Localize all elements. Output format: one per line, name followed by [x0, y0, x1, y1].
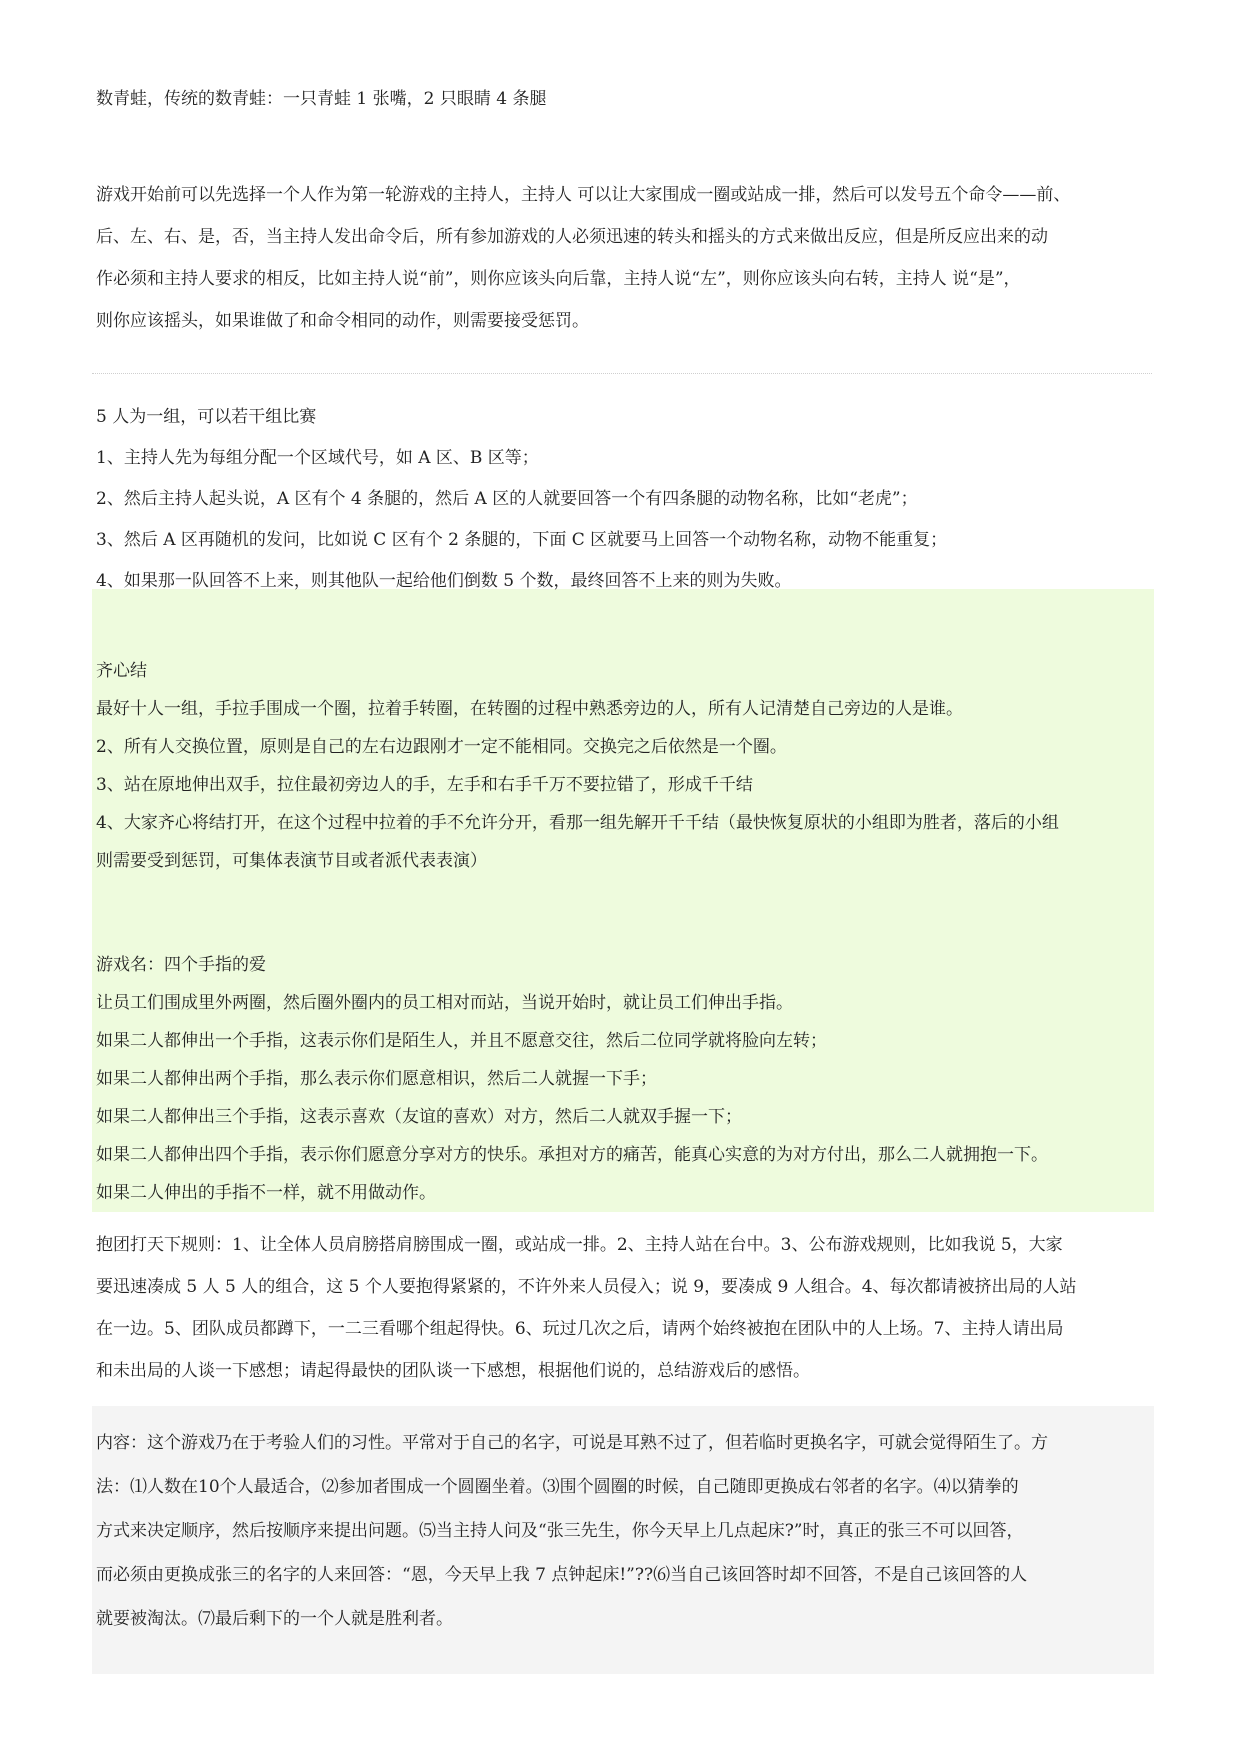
knot-game-title: 齐心结	[96, 661, 147, 681]
hug-game-line: 要迅速凑成 5 人 5 人的组合，这 5 个人要抱得紧紧的，不许外来人员侵入；说 9，要凑成 9 人组合。4、每次都请被挤出局的人站	[96, 1277, 1077, 1297]
finger-game-line: 如果二人伸出的手指不一样，就不用做动作。	[96, 1183, 436, 1203]
animal-game-line: 5 人为一组，可以若干组比赛	[96, 407, 317, 427]
knot-game-line: 2、所有人交换位置，原则是自己的左右边跟刚才一定不能相同。交换完之后依然是一个圈。	[96, 737, 787, 757]
animal-game-line: 3、然后 A 区再随机的发问，比如说 C 区有个 2 条腿的，下面 C 区就要马上回答一个动物名称，动物不能重复；	[96, 530, 948, 550]
animal-game-line: 2、然后主持人起头说，A 区有个 4 条腿的，然后 A 区的人就要回答一个有四条腿的动物名称，比如“老虎”；	[96, 489, 918, 509]
finger-game-line: 如果二人都伸出两个手指，那么表示你们愿意相识，然后二人就握一下手；	[96, 1069, 657, 1089]
animal-game-line: 4、如果那一队回答不上来，则其他队一起给他们倒数 5 个数，最终回答不上来的则为失败。	[96, 571, 792, 591]
name-game-line: 方式来决定顺序，然后按顺序来提出问题。⑸当主持人问及“张三先生，你今天早上几点起床?”时，真正的张三不可以回答，	[96, 1521, 1024, 1541]
knot-game-line: 最好十人一组，手拉手围成一个圈，拉着手转圈，在转圈的过程中熟悉旁边的人，所有人记清楚自己旁边的人是谁。	[96, 699, 963, 719]
command-game-line: 作必须和主持人要求的相反，比如主持人说“前”，则你应该头向后靠，主持人说“左”，则你应该头向右转，主持人 说“是”，	[96, 269, 1021, 289]
finger-game-line: 如果二人都伸出三个手指，这表示喜欢（友谊的喜欢）对方，然后二人就双手握一下；	[96, 1107, 742, 1127]
finger-game-line: 如果二人都伸出四个手指，表示你们愿意分享对方的快乐。承担对方的痛苦，能真心实意的为对方付出，那么二人就拥抱一下。	[96, 1145, 1048, 1165]
hug-game-line: 和未出局的人谈一下感想；请起得最快的团队谈一下感想，根据他们说的，总结游戏后的感悟。	[96, 1361, 810, 1381]
knot-game-line: 则需要受到惩罚，可集体表演节目或者派代表表演）	[96, 851, 487, 871]
name-game-line: 内容：这个游戏乃在于考验人们的习性。平常对于自己的名字，可说是耳熟不过了，但若临时更换名字，可就会觉得陌生了。方	[96, 1433, 1048, 1453]
finger-game-line: 如果二人都伸出一个手指，这表示你们是陌生人，并且不愿意交往，然后二位同学就将脸向左转；	[96, 1031, 827, 1051]
finger-game-line: 让员工们围成里外两圈，然后圈外圈内的员工相对而站，当说开始时，就让员工们伸出手指。	[96, 993, 793, 1013]
command-game-line: 则你应该摇头，如果谁做了和命令相同的动作，则需要接受惩罚。	[96, 311, 589, 331]
frog-title: 数青蛙，传统的数青蛙：一只青蛙 1 张嘴，2 只眼睛 4 条腿	[96, 89, 547, 109]
knot-game-line: 3、站在原地伸出双手，拉住最初旁边人的手，左手和右手千万不要拉错了，形成千千结	[96, 775, 753, 795]
finger-game-title: 游戏名：四个手指的爱	[96, 955, 266, 975]
knot-game-line: 4、大家齐心将结打开，在这个过程中拉着的手不允许分开，看那一组先解开千千结（最快恢复原状的小组即为胜者，落后的小组	[96, 813, 1059, 833]
command-game-line: 游戏开始前可以先选择一个人作为第一轮游戏的主持人，主持人 可以让大家围成一圈或站成一排，然后可以发号五个命令——前、	[96, 185, 1071, 205]
name-game-line: 而必须由更换成张三的名字的人来回答：“恩，今天早上我 7 点钟起床!”??⑹当自己该回答时却不回答，不是自己该回答的人	[96, 1565, 1028, 1585]
command-game-line: 后、左、右、是，否，当主持人发出命令后，所有参加游戏的人必须迅速的转头和摇头的方式来做出反应，但是所反应出来的动	[96, 227, 1048, 247]
name-game-line: 法：⑴人数在10个人最适合，⑵参加者围成一个圆圈坐着。⑶围个圆圈的时候，自己随即更换成右邻者的名字。⑷以猜拳的	[96, 1477, 1019, 1497]
animal-game-line: 1、主持人先为每组分配一个区域代号，如 A 区、B 区等；	[96, 448, 539, 468]
dotted-divider	[92, 373, 1152, 374]
name-game-line: 就要被淘汰。⑺最后剩下的一个人就是胜利者。	[96, 1609, 453, 1629]
hug-game-line: 抱团打天下规则：1、让全体人员肩膀搭肩膀围成一圈，或站成一排。2、主持人站在台中。3、公布游戏规则，比如我说 5，大家	[96, 1235, 1063, 1255]
hug-game-line: 在一边。5、团队成员都蹲下，一二三看哪个组起得快。6、玩过几次之后，请两个始终被抱在团队中的人上场。7、主持人请出局	[96, 1319, 1064, 1339]
